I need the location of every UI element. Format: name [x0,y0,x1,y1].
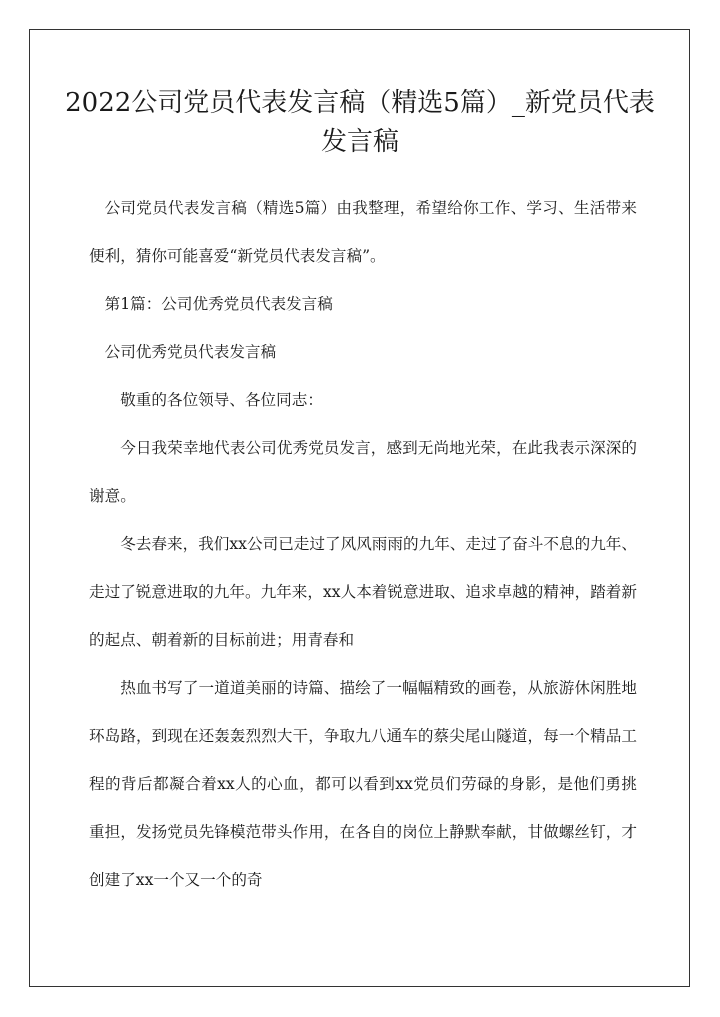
document-body [89,184,637,904]
salutation: 敬重的各位领导、各位同志： [120,391,323,409]
section-heading: 第1篇：公司优秀党员代表发言稿 [104,295,333,313]
speech-title: 公司优秀党员代表发言稿 [104,343,277,361]
body-paragraph: 冬去春来，我们xx公司已走过了风风雨雨的九年、走过了奋斗不息的九年、走过了锐意进取的九年。九年来，xx人本着锐意进取、追求卓越的精神，踏着新的起点、朝着新的目标前进；用青春和 [89,535,637,649]
document-title: 2022公司党员代表发言稿（精选5篇）_新党员代表发言稿 [65,88,655,157]
body-paragraph: 热血书写了一道道美丽的诗篇、描绘了一幅幅精致的画卷，从旅游休闲胜地环岛路，到现在还轰轰烈烈大干，争取九八通车的蔡尖尾山隧道，每一个精品工程的背后都凝合着xx人的心血，都可以看到xx党员们劳碌的身影，是他们勇挑重担，发扬党员先锋模范带头作用，在各自的岗位上静默奉献，甘做螺丝钉，才创建了xx一个又一个的奇 [89,679,637,889]
body-paragraph: 今日我荣幸地代表公司优秀党员发言，感到无尚地光荣，在此我表示深深的谢意。 [89,439,637,505]
intro-paragraph: 公司党员代表发言稿（精选5篇）由我整理，希望给你工作、学习、生活带来便利，猜你可能喜爱“新党员代表发言稿”。 [89,199,637,265]
